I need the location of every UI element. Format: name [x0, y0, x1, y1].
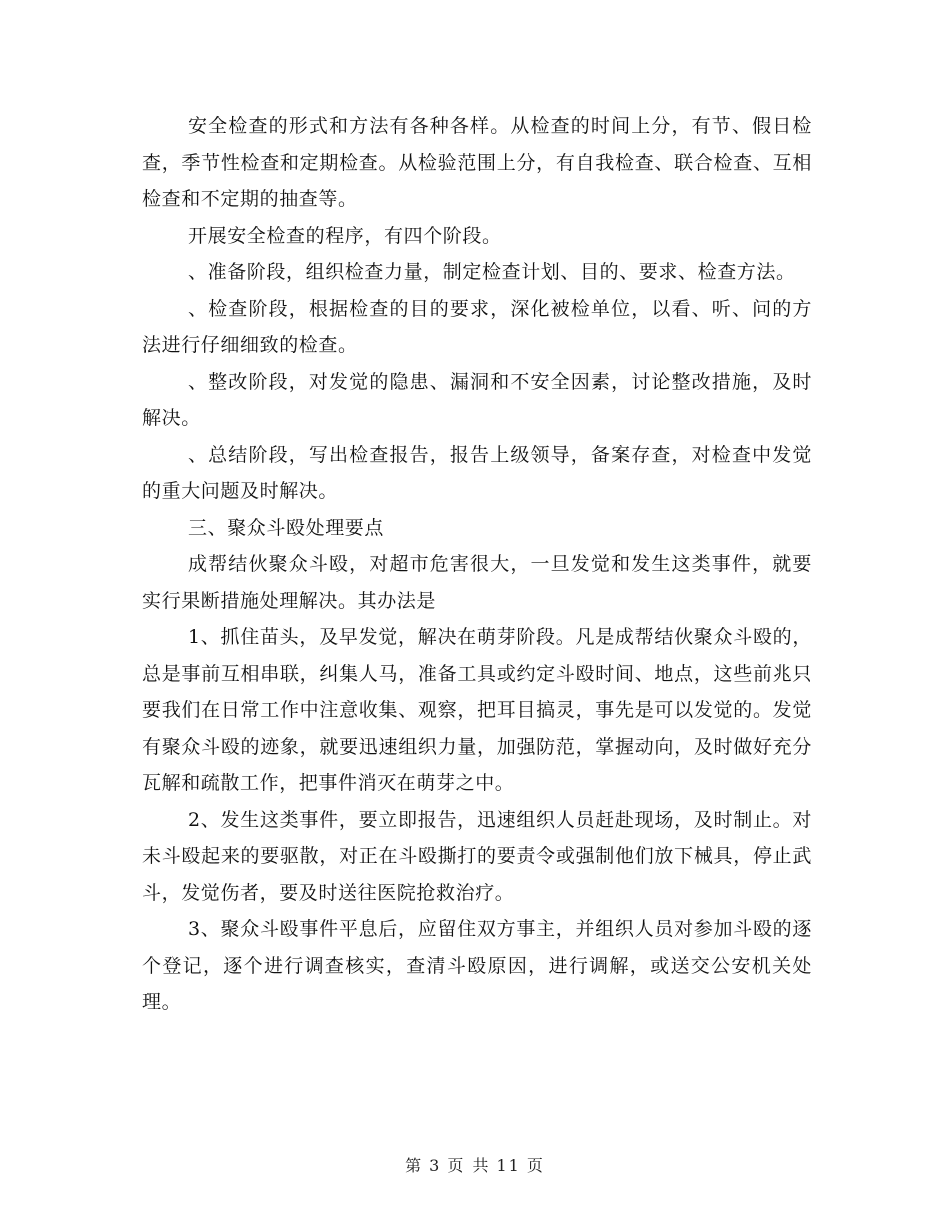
footer-suffix: 页: [526, 1156, 545, 1175]
paragraph-measure-2: 2、发生这类事件，要立即报告，迅速组织人员赶赴现场，及时制止。对未斗殴起来的要驱散，对正在斗殴撕打的要责令或强制他们放下械具，停止武斗，发觉伤者，要及时送往医院抢救治疗。: [142, 808, 812, 904]
footer-total-pages: 11: [496, 1156, 521, 1175]
footer-current-page: 3: [429, 1156, 442, 1175]
paragraph-summary-stage: 、总结阶段，写出检查报告，报告上级领导，备案存查，对检查中发觉的重大问题及时解决。: [142, 443, 812, 502]
paragraph-inspection-procedure: 开展安全检查的程序，有四个阶段。: [188, 224, 502, 247]
paragraph-inspection-forms: 安全检查的形式和方法有各种各样。从检查的时间上分，有节、假日检查，季节性检查和定期检查。从检验范围上分，有自我检查、联合检查、互相检查和不定期的抽查等。: [142, 115, 812, 210]
paragraph-inspection-stage: 、检查阶段，根据检查的目的要求，深化被检单位，以看、听、问的方法进行仔细细致的检查。: [142, 297, 812, 356]
paragraph-rectification-stage: 、整改阶段，对发觉的隐患、漏洞和不安全因素，讨论整改措施，及时解决。: [142, 370, 812, 429]
footer-prefix: 第: [405, 1156, 424, 1175]
paragraph-measure-3: 3、聚众斗殴事件平息后，应留住双方事主，并组织人员对参加斗殴的逐个登记，逐个进行调查核实，查清斗殴原因，进行调解，或送交公安机关处理。: [142, 918, 812, 1013]
footer-middle: 页 共: [447, 1156, 491, 1175]
paragraph-measure-1: 1、抓住苗头，及早发觉，解决在萌芽阶段。凡是成帮结伙聚众斗殴的，总是事前互相串联，纠集人马，准备工具或约定斗殴时间、地点，这些前兆只要我们在日常工作中注意收集、观察，把耳目搞灵，事先是可以发觉的。发觉有聚众斗殴的迹象，就要迅速组织力量，加强防范，掌握动向，及时做好充分瓦解和疏散工作，把事件消灭在萌芽之中。: [142, 626, 812, 794]
paragraph-preparation-stage: 、准备阶段，组织检查力量，制定检查计划、目的、要求、检查方法。: [188, 261, 796, 283]
page-footer: [0, 1153, 950, 1176]
paragraph-group-fight-intro: 成帮结伙聚众斗殴，对超市危害很大，一旦发觉和发生这类事件，就要实行果断措施处理解决。其办法是: [142, 553, 812, 612]
document-body: [142, 108, 812, 1021]
section-heading-group-fight: 三、聚众斗殴处理要点: [188, 516, 385, 539]
